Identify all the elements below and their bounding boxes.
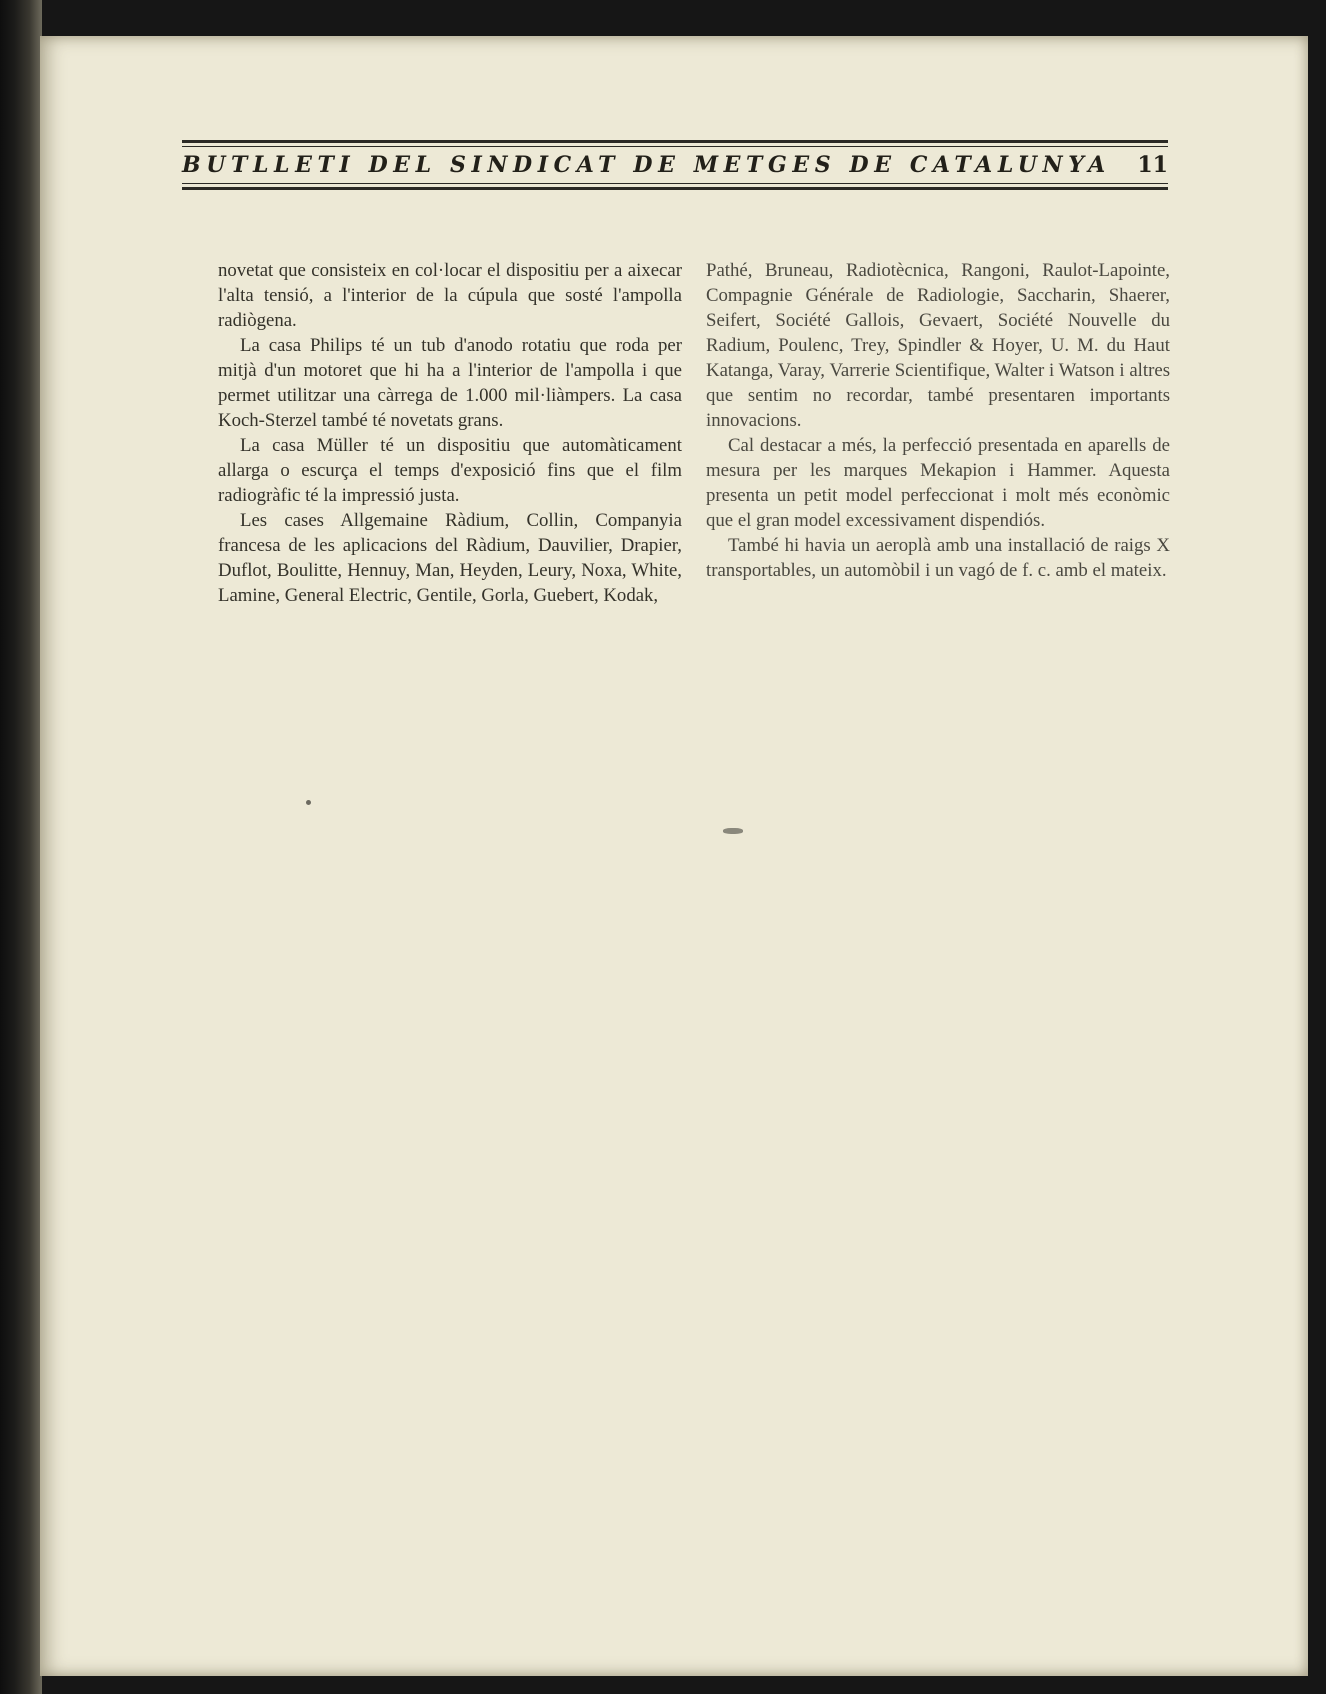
header-bottom-rules [182,183,1168,190]
header-row [182,147,1168,183]
page-number: 11 [1137,152,1168,178]
paragraph: novetat que consisteix en col·locar el dispositiu per a aixecar l'alta tensió, a l'interior de la cúpula que sosté l'ampolla radiògena. [218,260,682,331]
header-top-rules [182,140,1168,147]
paper-speck [723,828,743,834]
book-spine-shadow [0,0,42,1694]
paragraph: També hi havia un aeroplà amb una installació de raigs X transportables, un automòbil i un vagó de f. c. amb el mateix. [706,535,1170,581]
right-column [706,258,1170,583]
paper-speck [306,800,311,805]
paragraph: Cal destacar a més, la perfecció presentada en aparells de mesura per les marques Mekapion i Hammer. Aquesta presenta un petit model perfeccionat i molt més econòmic que el gran model excessivament dispendiós. [706,435,1170,531]
left-column [218,258,682,608]
paragraph: La casa Müller té un dispositiu que automàticament allarga o escurça el temps d'exposició fins que el film radiogràfic té la impressió justa. [218,435,682,506]
paragraph: La casa Philips té un tub d'anodo rotatiu que roda per mitjà d'un motoret que hi ha a l'interior de l'ampolla i que permet utilitzar una càrrega de 1.000 mil·liàmpers. La casa Koch-Sterzel també té novetats grans. [218,335,682,431]
running-header [182,140,1168,190]
journal-title: BUTLLETI DEL SINDICAT DE METGES DE CATALUNYA [182,152,1111,178]
paragraph: Pathé, Bruneau, Radiotècnica, Rangoni, Raulot-Lapointe, Compagnie Générale de Radiologie, Saccharin, Shaerer, Seifert, Société Gallois, Gevaert, Société Nouvelle du Radium, Poulenc, Trey, Spindler & Hoyer, U. M. du Haut Katanga, Varay, Varrerie Scientifique, Walter i Watson i altres que sentim no recordar, també presentaren importants innovacions. [706,260,1170,431]
paragraph: Les cases Allgemaine Ràdium, Collin, Companyia francesa de les aplicacions del Ràdium, Dauvilier, Drapier, Duflot, Boulitte, Hennuy, Man, Heyden, Leury, Noxa, White, Lamine, General Electric, Gentile, Gorla, Guebert, Kodak, [218,510,682,606]
document-page [40,36,1308,1676]
